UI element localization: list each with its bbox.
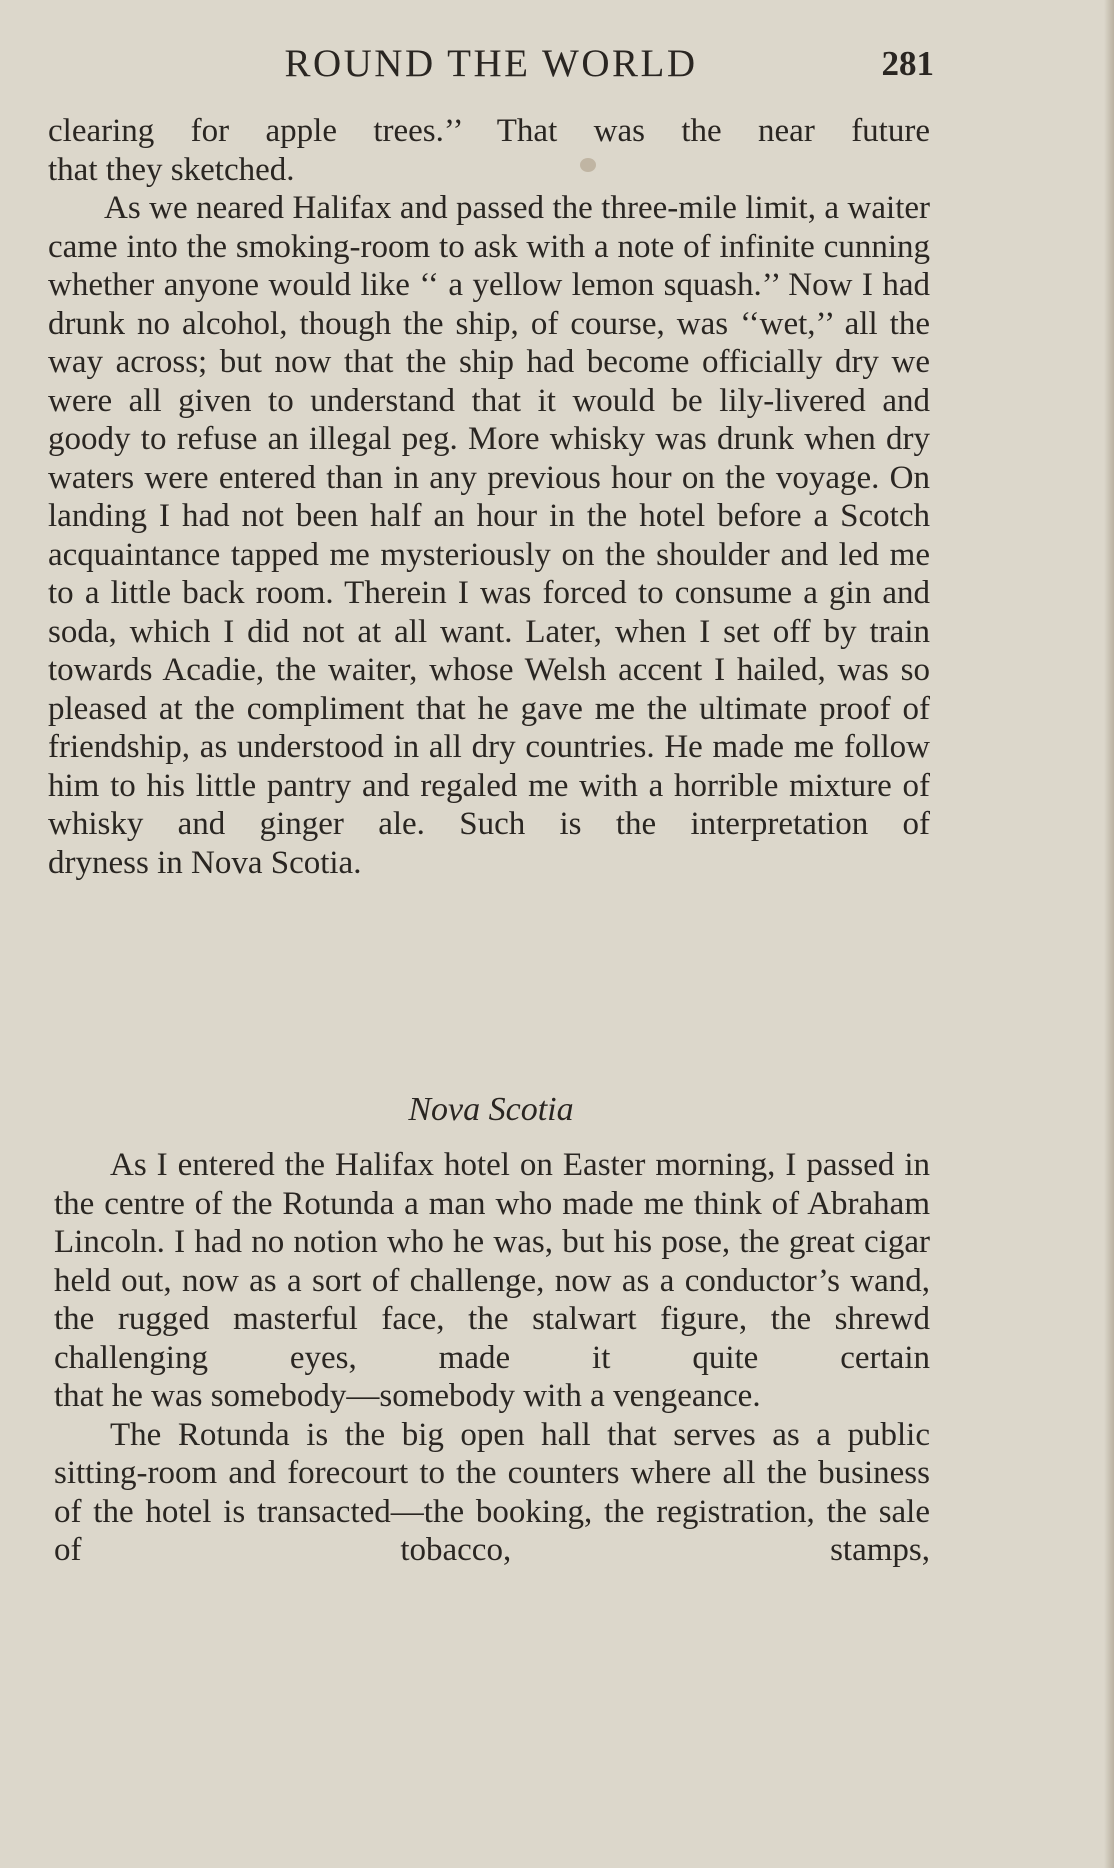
running-header — [48, 40, 934, 88]
paragraph-lines: clearing for apple trees.’’ That was the near future — [48, 113, 930, 149]
paragraph-halifax-arrival — [48, 189, 930, 882]
paragraph-lines: As we neared Halifax and passed the three-mile limit, a waiter came into the smoking-room to ask with a note of infinite cunning whether anyone would like ‘‘ a yellow lemon squash.’’ Now I had drunk no alcohol, though the ship, of course, was ‘‘wet,’’ all the way across; but now that the ship had become officially dry we were all given to understand that it would be lily-livered and goody to refuse an illegal peg. More whisky was drunk when dry waters were entered than in any previous hour on the voyage. On landing I had not been half an hour in the hotel before a Scotch acquaintance tapped me mysteriously on the shoulder and led me to a little back room. Therein I was forced to consume a gin and soda, which I did not at all want. Later, when I set off by train towards Acadie, the waiter, whose Welsh accent I hailed, was so pleased at the compliment that he gave me the ultimate proof of friendship, as understood in all dry countries. He made me follow him to his little pantry and regaled me with a horrible mixture of whisky and ginger ale. Such is the interpretation of — [48, 190, 930, 842]
paragraph-lines: The Rotunda is the big open hall that serves as a public sitting-room and forecourt to the counters where all the business of the hotel is transacted—the booking, the registration, the sale of tobacco, stamps, — [54, 1416, 930, 1568]
running-title: ROUND THE WORLD — [284, 42, 698, 85]
paragraph-rotunda — [54, 1416, 930, 1570]
paragraph-last-line: dryness in Nova Scotia. — [48, 844, 362, 881]
page-number: 281 — [881, 44, 934, 83]
paragraph-continued — [48, 112, 930, 189]
text-block-bottom — [54, 1146, 930, 1570]
paragraph-last-line: that they sketched. — [48, 151, 295, 188]
section-heading: Nova Scotia — [408, 1091, 574, 1128]
page-edge-shadow — [1104, 0, 1114, 1868]
ink-blot-mark — [580, 158, 596, 172]
paragraph-lines: As I entered the Halifax hotel on Easter morning, I passed in the centre of the Rotunda a man who made me think of Abraham Lincoln. I had no notion who he was, but his pose, the great cigar held out, now as a sort of challenge, now as a conductor’s wand, the rugged masterful face, the stalwart figure, the shrewd challenging eyes, made it quite certain — [54, 1147, 930, 1376]
text-block-top — [48, 112, 930, 882]
paragraph-last-line: that he was somebody—somebody with a vengeance. — [54, 1378, 761, 1414]
paragraph-easter-morning — [54, 1146, 930, 1416]
